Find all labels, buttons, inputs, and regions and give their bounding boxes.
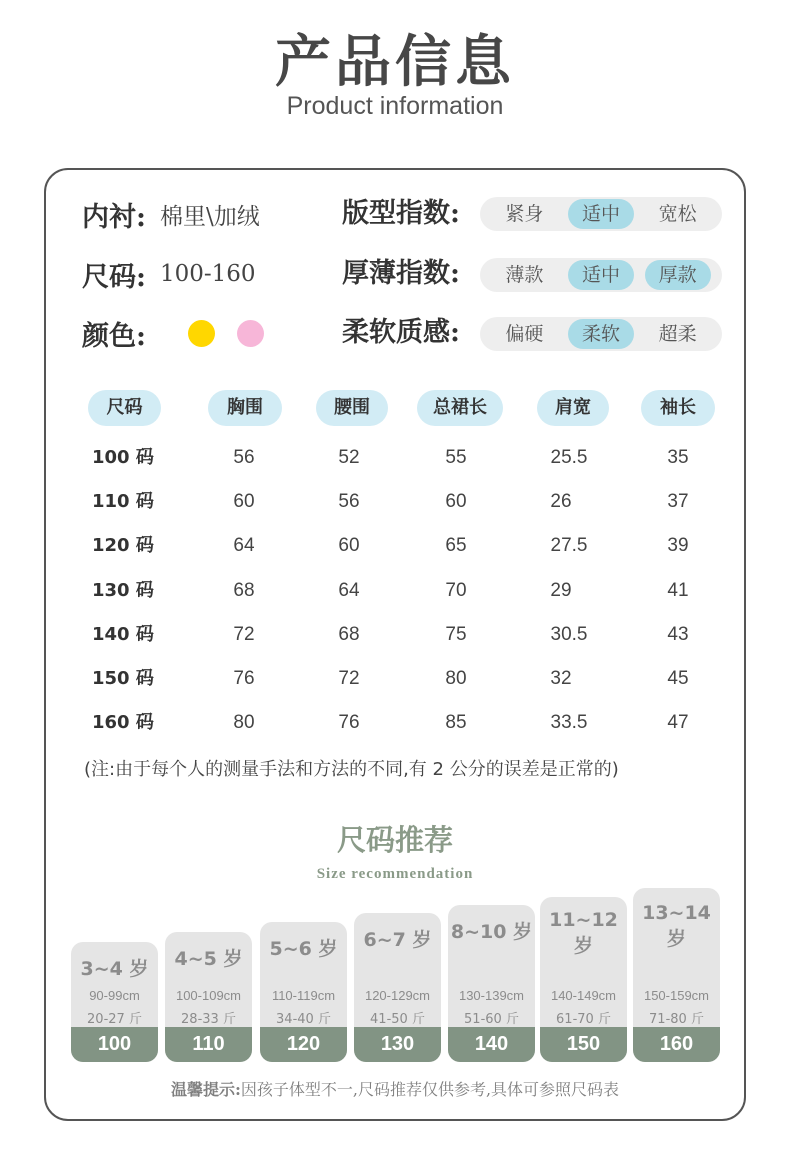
table-cell: 60 [338, 535, 360, 556]
rec-age: 11~12 岁 [549, 909, 618, 957]
rec-height: 110-119cm [271, 988, 336, 1003]
table-cell: 55 [445, 447, 467, 468]
table-cell: 72 [338, 668, 360, 689]
size-range-value: 100-160 [159, 261, 256, 287]
softness-option-extra-soft: 超柔 [658, 323, 697, 345]
thickness-option-thick: 厚款 [645, 260, 711, 290]
softness-option-soft: 柔软 [568, 319, 634, 349]
thickness-index-label: 厚薄指数: [342, 258, 460, 289]
color-swatch-pink [237, 320, 264, 347]
lining-label: 内衬: [82, 201, 146, 233]
table-cell: 64 [338, 580, 360, 601]
tip-label: 温馨提示: [170, 1080, 241, 1099]
header-shoulder: 肩宽 [537, 390, 609, 426]
fit-option-loose: 宽松 [658, 203, 697, 225]
lining-row [82, 194, 260, 234]
table-cell: 65 [445, 535, 467, 556]
page-title: 产品信息 [275, 30, 515, 95]
rec-size: 150 [540, 1027, 627, 1062]
tip-line [0, 1077, 790, 1100]
fit-option-tight: 紧身 [505, 203, 544, 225]
table-cell: 56 [338, 491, 360, 512]
rec-height: 100-109cm [175, 988, 242, 1003]
fit-index-scale [480, 197, 722, 231]
rec-height: 150-159cm [643, 988, 710, 1003]
table-cell: 60 [445, 491, 467, 512]
rec-age: 13~14 岁 [642, 902, 711, 950]
rec-weight: 61-70 斤 [556, 1012, 611, 1027]
table-cell: 35 [667, 447, 689, 468]
table-cell-size: 100 码 [92, 447, 154, 468]
softness-option-stiff: 偏硬 [505, 323, 544, 345]
rec-weight: 28-33 斤 [181, 1012, 236, 1027]
table-cell: 45 [667, 668, 689, 689]
header-sleeve: 袖长 [641, 390, 715, 426]
table-cell: 85 [445, 712, 467, 733]
recommendation-card [71, 942, 158, 1062]
recommendation-card [260, 922, 347, 1062]
table-cell: 68 [233, 580, 255, 601]
color-swatch-yellow [188, 320, 215, 347]
table-cell: 33.5 [550, 712, 588, 733]
recommendation-card [540, 897, 627, 1062]
size-range-label: 尺码: [82, 261, 146, 293]
rec-weight: 34-40 斤 [276, 1012, 331, 1027]
rec-age: 3~4 岁 [80, 958, 149, 980]
rec-size: 160 [633, 1027, 720, 1062]
size-range-row [82, 254, 256, 294]
recommendation-card [354, 913, 441, 1062]
rec-weight: 20-27 斤 [87, 1012, 142, 1027]
header-dress-length: 总裙长 [417, 390, 503, 426]
table-cell: 52 [338, 447, 360, 468]
rec-height: 90-99cm [89, 988, 140, 1003]
thickness-option-medium: 适中 [568, 260, 634, 290]
table-cell: 27.5 [550, 535, 588, 556]
rec-size: 120 [260, 1027, 347, 1062]
recommendation-card [448, 905, 535, 1062]
rec-weight: 51-60 斤 [464, 1012, 519, 1027]
table-cell: 60 [233, 491, 255, 512]
thickness-option-thin: 薄款 [505, 264, 544, 286]
rec-size: 100 [71, 1027, 158, 1062]
softness-index-label: 柔软质感: [342, 317, 460, 348]
fit-index-label: 版型指数: [342, 198, 460, 229]
table-cell: 29 [550, 580, 572, 601]
rec-age: 4~5 岁 [174, 948, 243, 970]
table-cell: 26 [550, 491, 572, 512]
table-cell: 80 [233, 712, 255, 733]
rec-age: 6~7 岁 [363, 929, 432, 951]
table-cell: 75 [445, 624, 467, 645]
fit-option-regular: 适中 [568, 199, 634, 229]
table-cell: 39 [667, 535, 689, 556]
header-waist: 腰围 [316, 390, 388, 426]
thickness-index-scale [480, 258, 722, 292]
table-cell-size: 130 码 [92, 580, 154, 601]
table-cell: 70 [445, 580, 467, 601]
table-cell: 56 [233, 447, 255, 468]
table-cell: 72 [233, 624, 255, 645]
table-cell: 68 [338, 624, 360, 645]
recommendation-subtitle: Size recommendation [316, 866, 474, 882]
color-label: 颜色: [82, 320, 146, 352]
lining-value: 棉里\加绒 [159, 203, 260, 230]
rec-size: 110 [165, 1027, 252, 1062]
table-cell: 76 [338, 712, 360, 733]
header-size: 尺码 [88, 390, 161, 426]
recommendation-card [165, 932, 252, 1062]
table-cell: 25.5 [550, 447, 588, 468]
recommendation-title: 尺码推荐 [336, 823, 453, 857]
table-cell: 43 [667, 624, 689, 645]
rec-height: 120-129cm [364, 988, 431, 1003]
rec-age: 5~6 岁 [269, 938, 338, 960]
recommendation-card [633, 888, 720, 1062]
table-cell: 41 [667, 580, 689, 601]
measurement-note: (注:由于每个人的测量手法和方法的不同,有 2 公分的误差是正常的) [84, 759, 619, 780]
table-cell: 80 [445, 668, 467, 689]
table-cell: 32 [550, 668, 572, 689]
color-row [82, 313, 146, 353]
table-cell-size: 120 码 [92, 535, 154, 556]
table-cell: 30.5 [550, 624, 588, 645]
header-chest: 胸围 [208, 390, 282, 426]
rec-weight: 71-80 斤 [649, 1012, 704, 1027]
table-cell-size: 150 码 [92, 668, 154, 689]
table-cell-size: 140 码 [92, 624, 154, 645]
rec-weight: 41-50 斤 [370, 1012, 425, 1027]
table-cell: 37 [667, 491, 689, 512]
table-cell: 47 [667, 712, 689, 733]
table-cell: 64 [233, 535, 255, 556]
rec-age: 8~10 岁 [450, 921, 533, 943]
tip-text: 因孩子体型不一,尺码推荐仅供参考,具体可参照尺码表 [240, 1080, 620, 1099]
table-cell: 76 [233, 668, 255, 689]
table-cell-size: 160 码 [92, 712, 154, 733]
table-cell-size: 110 码 [92, 491, 154, 512]
rec-size: 140 [448, 1027, 535, 1062]
rec-height: 130-139cm [458, 988, 525, 1003]
rec-height: 140-149cm [550, 988, 617, 1003]
page-subtitle: Product information [286, 92, 504, 120]
softness-index-scale [480, 317, 722, 351]
rec-size: 130 [354, 1027, 441, 1062]
